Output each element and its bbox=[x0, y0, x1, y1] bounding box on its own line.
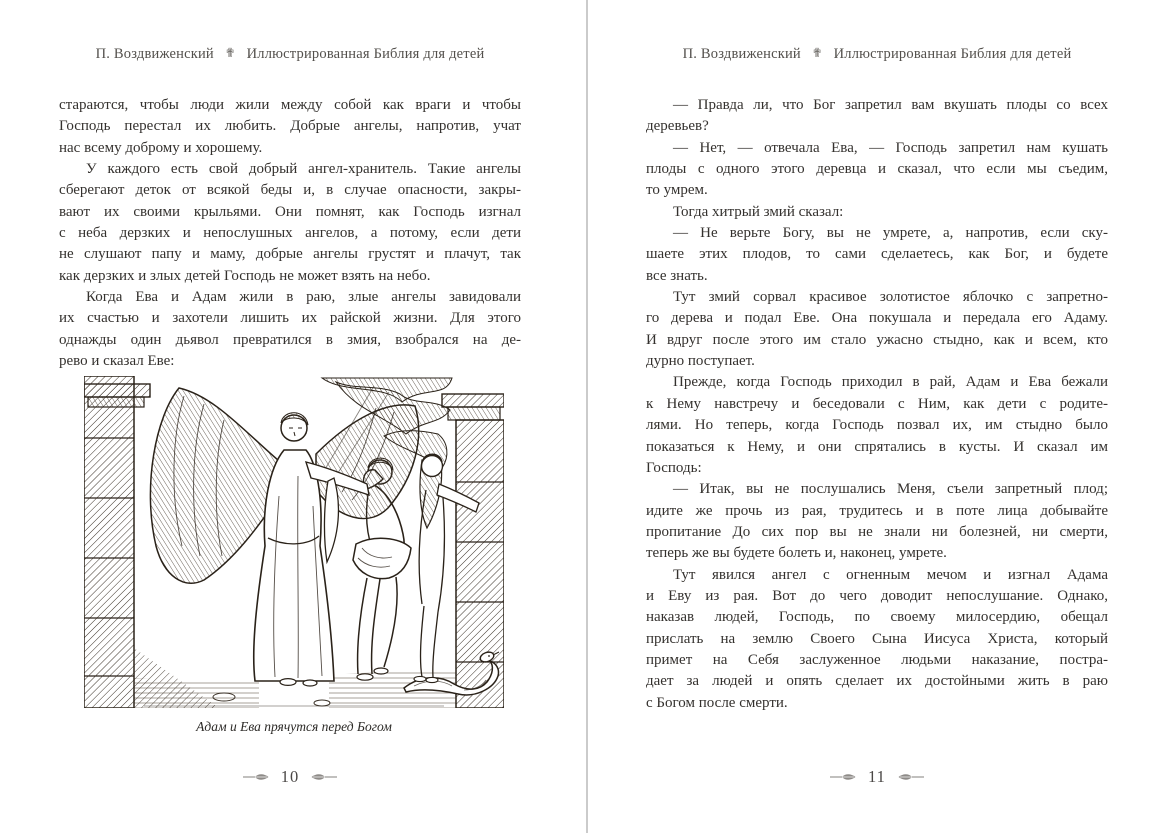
page-number-left bbox=[59, 766, 521, 788]
text-line: однажды один дьявол превратился в змия, взобрался на де- bbox=[59, 331, 521, 348]
leaf-arrow-ornament-icon bbox=[311, 772, 337, 782]
right-page-text bbox=[646, 95, 1108, 714]
text-line: стараются, чтобы люди жили между собой как враги и чтобы bbox=[59, 97, 521, 113]
text-line: пропитание До сих пор вы не знали ни болезней, ни смерти, bbox=[646, 523, 1108, 540]
text-line: идите же прочь из рая, трудитесь и в поте лица добывайте bbox=[646, 502, 1108, 519]
text-line: сберегают деток от всякой беды и, в случае опасности, закры- bbox=[59, 182, 521, 199]
text-line: примет на Себя заслуженное людьми наказание, постра- bbox=[646, 651, 1108, 668]
paragraph bbox=[646, 223, 1108, 287]
paragraph bbox=[646, 372, 1108, 479]
orthodox-cross-icon: ✟ bbox=[811, 46, 823, 60]
text-line: шаете этих плодов, то сами сделаетесь, как Бог, и будете bbox=[646, 246, 1108, 263]
text-line: Господь: bbox=[646, 459, 702, 476]
paragraph bbox=[646, 202, 1108, 223]
paragraph bbox=[646, 479, 1108, 564]
paragraph bbox=[59, 95, 521, 159]
text-line: плоды с одного этого деревца и сказал, что если мы съедим, bbox=[646, 161, 1108, 178]
text-line: Прежде, когда Господь приходил в рай, Адам и Ева бежали bbox=[673, 374, 1108, 391]
text-line: деревьев? bbox=[646, 118, 709, 135]
paragraph bbox=[59, 287, 521, 372]
text-line: Тут явился ангел с огненным мечом и изгнал Адама bbox=[673, 566, 1108, 583]
leaf-arrow-ornament-icon bbox=[898, 772, 924, 782]
text-line: их счастью и захотели лишить их райской жизни. Для этого bbox=[59, 310, 521, 327]
leaf-arrow-ornament-icon bbox=[830, 772, 856, 782]
pillar-right bbox=[442, 394, 504, 708]
illustration-caption: Адам и Ева прячутся перед Богом bbox=[196, 719, 392, 734]
page-number-right bbox=[646, 766, 1108, 788]
paragraph bbox=[646, 565, 1108, 714]
text-line: нас всему доброму и хорошему. bbox=[59, 139, 263, 156]
text-line: — Не верьте Богу, вы не умрете, а, напротив, если ску- bbox=[673, 225, 1108, 242]
text-line: с неба дерзких и непослушных ангелов, а потому, если дети bbox=[59, 225, 521, 242]
text-line: к Нему навстречу и беседовали с Ним, как дети с родите- bbox=[646, 395, 1108, 412]
text-line: — Правда ли, что Бог запретил вам вкушать плоды со всех bbox=[673, 97, 1108, 113]
text-line: лями. Но теперь, когда Господь позвал их, им стыдно было bbox=[646, 417, 1108, 434]
text-line: наказав людей, Господь, по своему милосердию, обещал bbox=[646, 609, 1108, 626]
paragraph bbox=[646, 287, 1108, 372]
text-line: Тут змий сорвал красивое золотистое яблочко с запретно- bbox=[673, 289, 1108, 306]
text-line: все знать. bbox=[646, 267, 708, 284]
text-line: с Богом после смерти. bbox=[646, 694, 788, 711]
text-line: прислать на землю Своего Сына Иисуса Христа, который bbox=[646, 630, 1108, 647]
running-header-right bbox=[646, 45, 1108, 63]
paragraph bbox=[646, 95, 1108, 138]
paragraph bbox=[646, 138, 1108, 202]
leaf-arrow-ornament-icon bbox=[243, 772, 269, 782]
page-number-value: 10 bbox=[280, 767, 300, 786]
text-line: Тогда хитрый змий сказал: bbox=[673, 203, 844, 220]
text-line: У каждого есть свой добрый ангел-хранитель. Такие ангелы bbox=[86, 161, 521, 178]
text-line: как дерзких и злых детей Господь не может взять на небо. bbox=[59, 267, 431, 284]
header-author: П. Воздвиженский bbox=[682, 45, 801, 62]
text-line: вают их своими крыльями. Они помнят, как Господь изгнал bbox=[59, 203, 521, 220]
engraving-svg bbox=[84, 376, 504, 708]
orthodox-cross-icon: ✟ bbox=[224, 46, 236, 60]
text-line: Когда Ева и Адам жили в раю, злые ангелы завидовали bbox=[86, 289, 521, 306]
text-line: Господь перестал их любить. Добрые ангелы, напротив, учат bbox=[59, 118, 521, 135]
left-page-text bbox=[59, 95, 521, 372]
text-line: теперь же вы будете болеть и, наконец, умрете. bbox=[646, 545, 947, 562]
page-divider bbox=[586, 0, 588, 833]
text-line: показаться к Нему, и они спрятались в кусты. И сказал им bbox=[646, 438, 1108, 455]
text-line: — Итак, вы не послушались Меня, съели запретный плод; bbox=[673, 481, 1108, 498]
paragraph bbox=[59, 159, 521, 287]
text-line: — Нет, — отвечала Ева, — Господь запретил нам кушать bbox=[673, 139, 1108, 156]
header-author: П. Воздвиженский bbox=[95, 45, 214, 62]
text-line: дает за людей и опять сделает их достойными жить в раю bbox=[646, 673, 1108, 690]
illustration-adam-eve-hiding bbox=[84, 376, 504, 708]
angel-figure bbox=[150, 388, 418, 686]
page-number-value: 11 bbox=[868, 767, 886, 786]
text-line: дурно поступает. bbox=[646, 353, 755, 370]
text-line: и Еву из рая. Вот до чего доводит непослушание. Однако, bbox=[646, 587, 1108, 604]
text-line: И вдруг после этого им стало ужасно стыдно, как и всем, кто bbox=[646, 331, 1108, 348]
text-line: не слушают папу и маму, добрые ангелы грустят и плачут, так bbox=[59, 246, 521, 263]
running-header-left bbox=[59, 45, 521, 63]
text-line: то умрем. bbox=[646, 182, 708, 199]
header-book-title: Иллюстрированная Библия для детей bbox=[833, 45, 1072, 62]
text-line: го дерева и подал Еве. Она покушала и передала его Адаму. bbox=[646, 310, 1108, 327]
header-book-title: Иллюстрированная Библия для детей bbox=[246, 45, 485, 62]
text-line: рево и сказал Еве: bbox=[59, 353, 175, 370]
